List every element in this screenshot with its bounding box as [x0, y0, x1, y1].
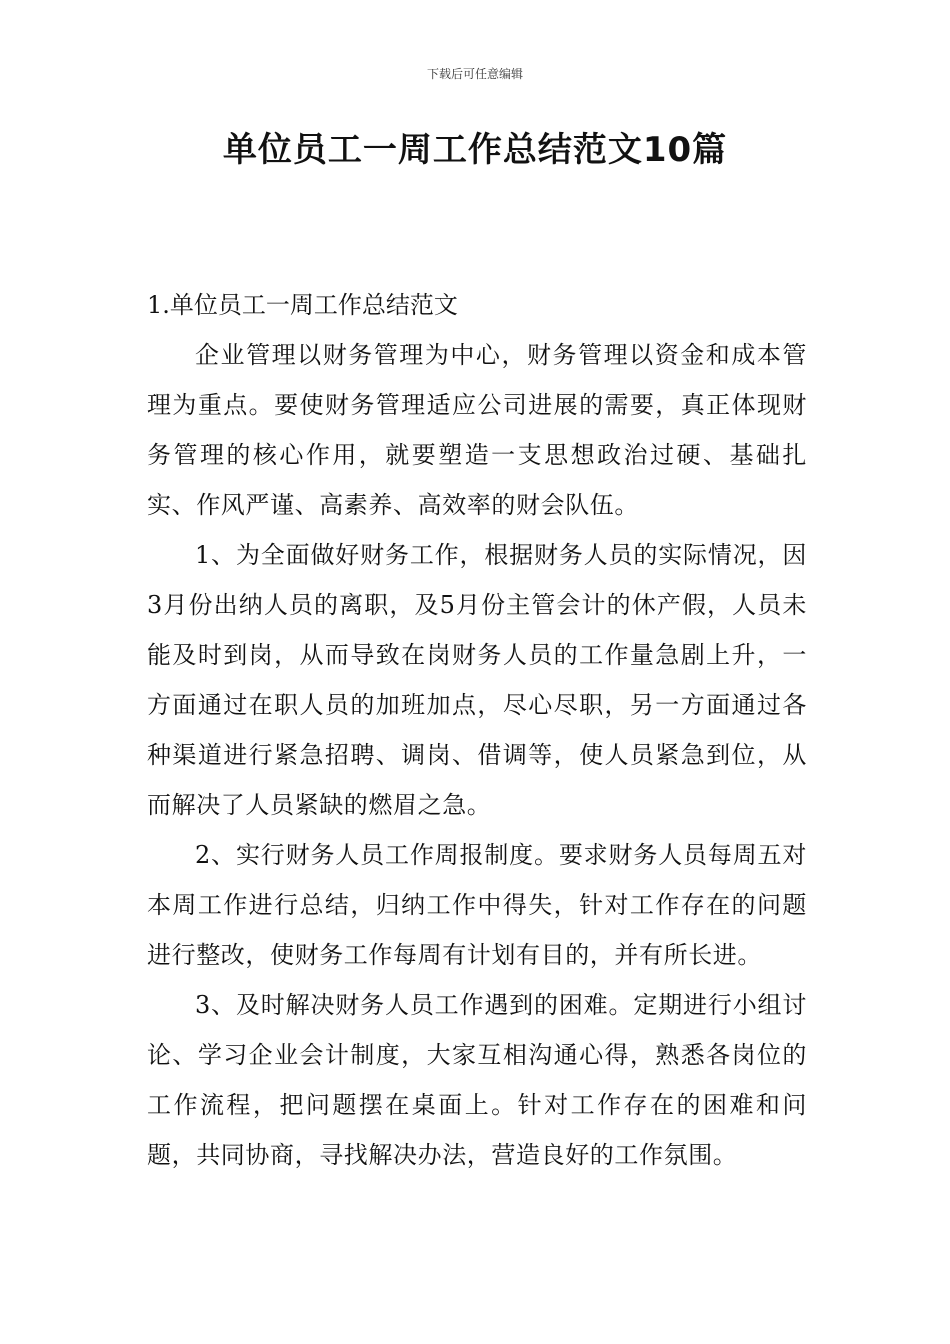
paragraph-item-3: 3、及时解决财务人员工作遇到的困难。定期进行小组讨论、学习企业会计制度，大家互相沟通心得，熟悉各岗位的工作流程，把问题摆在桌面上。针对工作存在的困难和问题，共同协商，寻找解决办法，营造良好的工作氛围。: [147, 991, 807, 1169]
document-body: [147, 280, 807, 1180]
paragraph-item-1: 1、为全面做好财务工作，根据财务人员的实际情况，因3月份出纳人员的离职，及5月份主管会计的休产假，人员未能及时到岗，从而导致在岗财务人员的工作量急剧上升，一方面通过在职人员的加班加点，尽心尽职，另一方面通过各种渠道进行紧急招聘、调岗、借调等，使人员紧急到位，从而解决了人员紧缺的燃眉之急。: [147, 541, 807, 819]
document-title: 单位员工一周工作总结范文10篇: [222, 130, 728, 170]
paragraph-intro: 企业管理以财务管理为中心，财务管理以资金和成本管理为重点。要使财务管理适应公司进展的需要，真正体现财务管理的核心作用，就要塑造一支思想政治过硬、基础扎实、作风严谨、高素养、高效率的财会队伍。: [147, 341, 807, 519]
paragraph-item-2: 2、实行财务人员工作周报制度。要求财务人员每周五对本周工作进行总结，归纳工作中得失，针对工作存在的问题进行整改，使财务工作每周有计划有目的，并有所长进。: [147, 841, 807, 969]
section-heading: 1.单位员工一周工作总结范文: [147, 291, 458, 319]
page-header-note: 下载后可任意编辑: [426, 67, 523, 81]
